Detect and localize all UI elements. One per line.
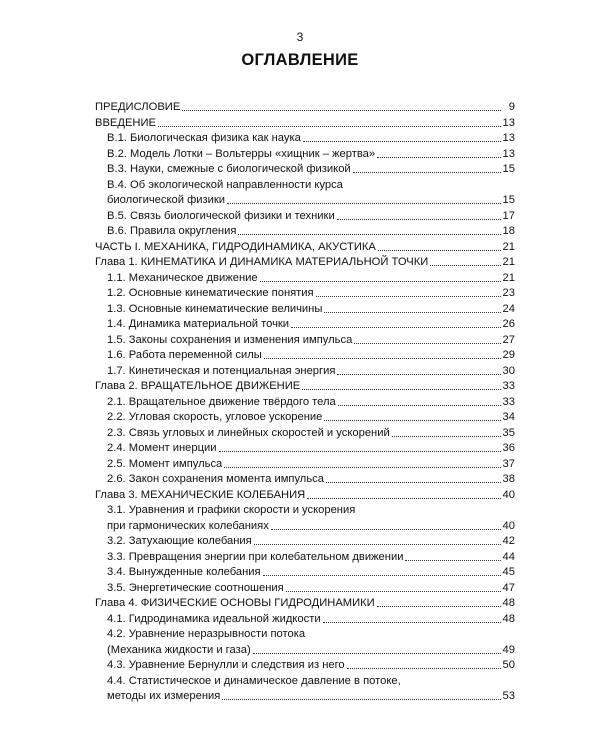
toc-entry bbox=[107, 565, 515, 579]
toc-entry bbox=[107, 426, 515, 440]
toc-entry-page: 13 bbox=[502, 132, 515, 144]
toc-entry-page: 40 bbox=[502, 488, 515, 501]
toc-entry-title: 1.3. Основные кинематические величины bbox=[107, 302, 323, 315]
page-title: ОГЛАВЛЕНИЕ bbox=[241, 51, 359, 69]
toc-entry-title: 1.4. Динамика материальной точки bbox=[107, 318, 290, 330]
dot-leader bbox=[227, 203, 500, 204]
toc-entry-page: 13 bbox=[502, 116, 515, 129]
dot-leader bbox=[260, 281, 501, 282]
toc-entry-page: 9 bbox=[508, 101, 515, 113]
toc-entry bbox=[95, 596, 515, 610]
toc-entry-page: 23 bbox=[502, 287, 515, 299]
toc-entry bbox=[95, 379, 515, 393]
toc-entry-page: 33 bbox=[502, 395, 515, 408]
toc-entry-title: ВВЕДЕНИЕ bbox=[95, 116, 157, 129]
toc-entry bbox=[107, 131, 515, 145]
toc-entry-title: В.2. Модель Лотки – Вольтерры «хищник – жертва» bbox=[107, 147, 376, 160]
dot-leader bbox=[430, 265, 500, 266]
toc-entry-page: 50 bbox=[502, 659, 515, 671]
toc-entry-title: 2.6. Закон сохранения момента импульса bbox=[107, 473, 324, 485]
toc-entry-page: 53 bbox=[502, 690, 515, 702]
toc-entry-title: 1.1. Механическое движение bbox=[107, 271, 258, 284]
toc-entry bbox=[107, 302, 515, 316]
toc-entry-continued bbox=[107, 674, 515, 688]
dot-leader bbox=[238, 234, 500, 235]
toc-entry-title: 3.4. Вынужденные колебания bbox=[107, 566, 261, 578]
toc-entry-page: 15 bbox=[502, 194, 515, 206]
toc-entry bbox=[107, 410, 515, 424]
toc-entry-page: 21 bbox=[502, 271, 515, 284]
toc-entry-page: 15 bbox=[502, 163, 515, 175]
toc-entry-title: В.6. Правила округления bbox=[107, 225, 237, 237]
toc-entry-page: 40 bbox=[502, 519, 515, 532]
dot-leader bbox=[264, 358, 501, 359]
toc-entry-title: 2.1. Вращательное движение твёрдого тела bbox=[107, 395, 336, 408]
toc-entry-title: В.1. Биологическая физика как наука bbox=[107, 132, 301, 144]
toc-entry-title: 1.7. Кинетическая и потенциальная энергия bbox=[107, 364, 336, 377]
dot-leader bbox=[337, 374, 500, 375]
toc-entry-title: биологической физики bbox=[107, 194, 226, 206]
toc-entry-page: 49 bbox=[502, 643, 515, 656]
toc-entry bbox=[95, 240, 515, 254]
dot-leader bbox=[263, 575, 501, 576]
toc-entry-title: Глава 4. ФИЗИЧЕСКИЕ ОСНОВЫ ГИДРОДИНАМИКИ bbox=[95, 597, 375, 609]
toc-entry-page: 27 bbox=[502, 333, 515, 346]
dot-leader bbox=[377, 606, 501, 607]
toc-entry-title: 3.2. Затухающие колебания bbox=[107, 535, 252, 547]
toc-entry bbox=[107, 364, 515, 378]
toc-entry bbox=[107, 550, 515, 564]
toc-entry-title: при гармонических колебаниях bbox=[107, 519, 269, 532]
toc-entry-title: 3.5. Энергетические соотношения bbox=[107, 581, 284, 594]
toc-entry-page: 38 bbox=[502, 473, 515, 485]
toc-entry-page: 37 bbox=[502, 457, 515, 470]
toc-entry-page: 42 bbox=[502, 535, 515, 547]
dot-leader bbox=[158, 126, 501, 127]
dot-leader bbox=[324, 312, 500, 313]
toc-entry bbox=[107, 472, 515, 486]
dot-leader bbox=[271, 529, 501, 530]
toc-entry-title: ЧАСТЬ I. МЕХАНИКА, ГИДРОДИНАМИКА, АКУСТИКА bbox=[95, 240, 376, 253]
toc-entry-page: 26 bbox=[502, 318, 515, 330]
toc-entry-page: 48 bbox=[502, 612, 515, 625]
dot-leader bbox=[377, 157, 500, 158]
toc-entry-page: 24 bbox=[502, 302, 515, 315]
toc-entry bbox=[95, 488, 515, 502]
dot-leader bbox=[323, 622, 501, 623]
toc-entry-page: 13 bbox=[502, 147, 515, 160]
toc-entry-title: Глава 1. КИНЕМАТИКА И ДИНАМИКА МАТЕРИАЛЬНОЙ ТОЧКИ bbox=[95, 256, 429, 268]
toc-entry-title: 4.3. Уравнение Бернулли и следствия из него bbox=[107, 659, 345, 671]
dot-leader bbox=[222, 699, 500, 700]
toc-entry bbox=[95, 116, 515, 130]
dot-leader bbox=[219, 451, 501, 452]
toc-entry bbox=[107, 317, 515, 331]
toc-entry bbox=[107, 224, 515, 238]
dot-leader bbox=[302, 389, 500, 390]
dot-leader bbox=[224, 467, 500, 468]
toc-entry-title: 2.4. Момент инерции bbox=[107, 442, 217, 454]
toc-entry-title: 1.6. Работа переменной силы bbox=[107, 349, 262, 361]
toc-entry bbox=[107, 271, 515, 285]
toc-entry bbox=[95, 255, 515, 269]
toc-entry bbox=[107, 333, 515, 347]
dot-leader bbox=[324, 420, 500, 421]
toc-entry-title: методы их измерения bbox=[107, 690, 221, 702]
toc-entry-page: 36 bbox=[502, 442, 515, 454]
toc-entry-title: Глава 3. МЕХАНИЧЕСКИЕ КОЛЕБАНИЯ bbox=[95, 488, 306, 501]
toc-entry-continued bbox=[107, 503, 515, 517]
toc-entry-page: 47 bbox=[502, 581, 515, 594]
toc-entry-title: ПРЕДИСЛОВИЕ bbox=[95, 101, 181, 113]
toc-entry-title: 1.2. Основные кинематические понятия bbox=[107, 287, 314, 299]
toc-entry-page: 21 bbox=[502, 256, 515, 268]
dot-leader bbox=[326, 482, 501, 483]
toc-entry-page: 29 bbox=[502, 349, 515, 361]
dot-leader bbox=[253, 653, 501, 654]
toc-entry-page: 48 bbox=[502, 597, 515, 609]
dot-leader bbox=[354, 343, 500, 344]
dot-leader bbox=[353, 172, 501, 173]
toc-entry-title: 4.1. Гидродинамика идеальной жидкости bbox=[107, 612, 321, 625]
toc-entry-continued bbox=[107, 178, 515, 192]
toc-entry-page: 18 bbox=[502, 225, 515, 237]
toc-entry bbox=[107, 395, 515, 409]
toc-entry-title: В.3. Науки, смежные с биологической физикой bbox=[107, 163, 351, 175]
toc-entry bbox=[107, 348, 515, 362]
toc-entry bbox=[107, 519, 515, 533]
toc-entry-title: В.5. Связь биологической физики и техники bbox=[107, 209, 335, 222]
toc-entry bbox=[107, 193, 515, 207]
toc-entry bbox=[107, 209, 515, 223]
toc-entry bbox=[107, 689, 515, 703]
toc-entry-title: 2.2. Угловая скорость, угловое ускорение bbox=[107, 411, 323, 423]
toc-entry bbox=[95, 100, 515, 114]
dot-leader bbox=[337, 219, 501, 220]
toc-entry-title: (Механика жидкости и газа) bbox=[107, 643, 251, 656]
dot-leader bbox=[338, 405, 501, 406]
dot-leader bbox=[291, 327, 500, 328]
toc-entry-title: 3.1. Уравнения и графики скорости и ускорения bbox=[107, 504, 356, 516]
toc-entry-page: 34 bbox=[502, 411, 515, 423]
toc-entry-page: 45 bbox=[502, 566, 515, 578]
toc-entry-title: 4.2. Уравнение неразрывности потока bbox=[107, 628, 306, 640]
page-number: 3 bbox=[296, 30, 304, 44]
toc-entry-title: В.4. Об экологической направленности курса bbox=[107, 178, 343, 191]
toc-entry bbox=[107, 612, 515, 626]
toc-entry-page: 17 bbox=[502, 209, 515, 222]
dot-leader bbox=[307, 498, 500, 499]
toc-entry-title: 4.4. Статистическое и динамическое давление в потоке, bbox=[107, 674, 401, 687]
dot-leader bbox=[286, 591, 501, 592]
toc-entry-continued bbox=[107, 627, 515, 641]
toc-entry-title: Глава 2. ВРАЩАТЕЛЬНОЕ ДВИЖЕНИЕ bbox=[95, 380, 301, 392]
toc-entry bbox=[107, 147, 515, 161]
toc-entry bbox=[107, 162, 515, 176]
toc-entry bbox=[107, 658, 515, 672]
toc-entry-title: 2.3. Связь угловых и линейных скоростей и ускорений bbox=[107, 426, 390, 439]
dot-leader bbox=[347, 668, 501, 669]
toc-entry bbox=[107, 286, 515, 300]
toc-entry bbox=[107, 441, 515, 455]
toc-entry bbox=[107, 534, 515, 548]
dot-leader bbox=[254, 544, 501, 545]
toc-entry-page: 35 bbox=[502, 426, 515, 439]
toc-entry-page: 21 bbox=[502, 240, 515, 253]
dot-leader bbox=[392, 436, 501, 437]
dot-leader bbox=[303, 141, 501, 142]
toc-entry-page: 44 bbox=[502, 550, 515, 563]
dot-leader bbox=[316, 296, 501, 297]
toc-entry-title: 3.3. Превращения энергии при колебательном движении bbox=[107, 550, 404, 563]
dot-leader bbox=[378, 250, 501, 251]
toc-entry-page: 33 bbox=[502, 380, 515, 392]
toc-entry-title: 1.5. Законы сохранения и изменения импульса bbox=[107, 333, 353, 346]
dot-leader bbox=[182, 110, 501, 111]
toc-entry-title: 2.5. Момент импульса bbox=[107, 457, 223, 470]
dot-leader bbox=[405, 560, 500, 561]
toc-entry bbox=[107, 581, 515, 595]
toc-entry bbox=[107, 457, 515, 471]
toc-entry bbox=[107, 643, 515, 657]
toc-entry-page: 30 bbox=[502, 364, 515, 377]
